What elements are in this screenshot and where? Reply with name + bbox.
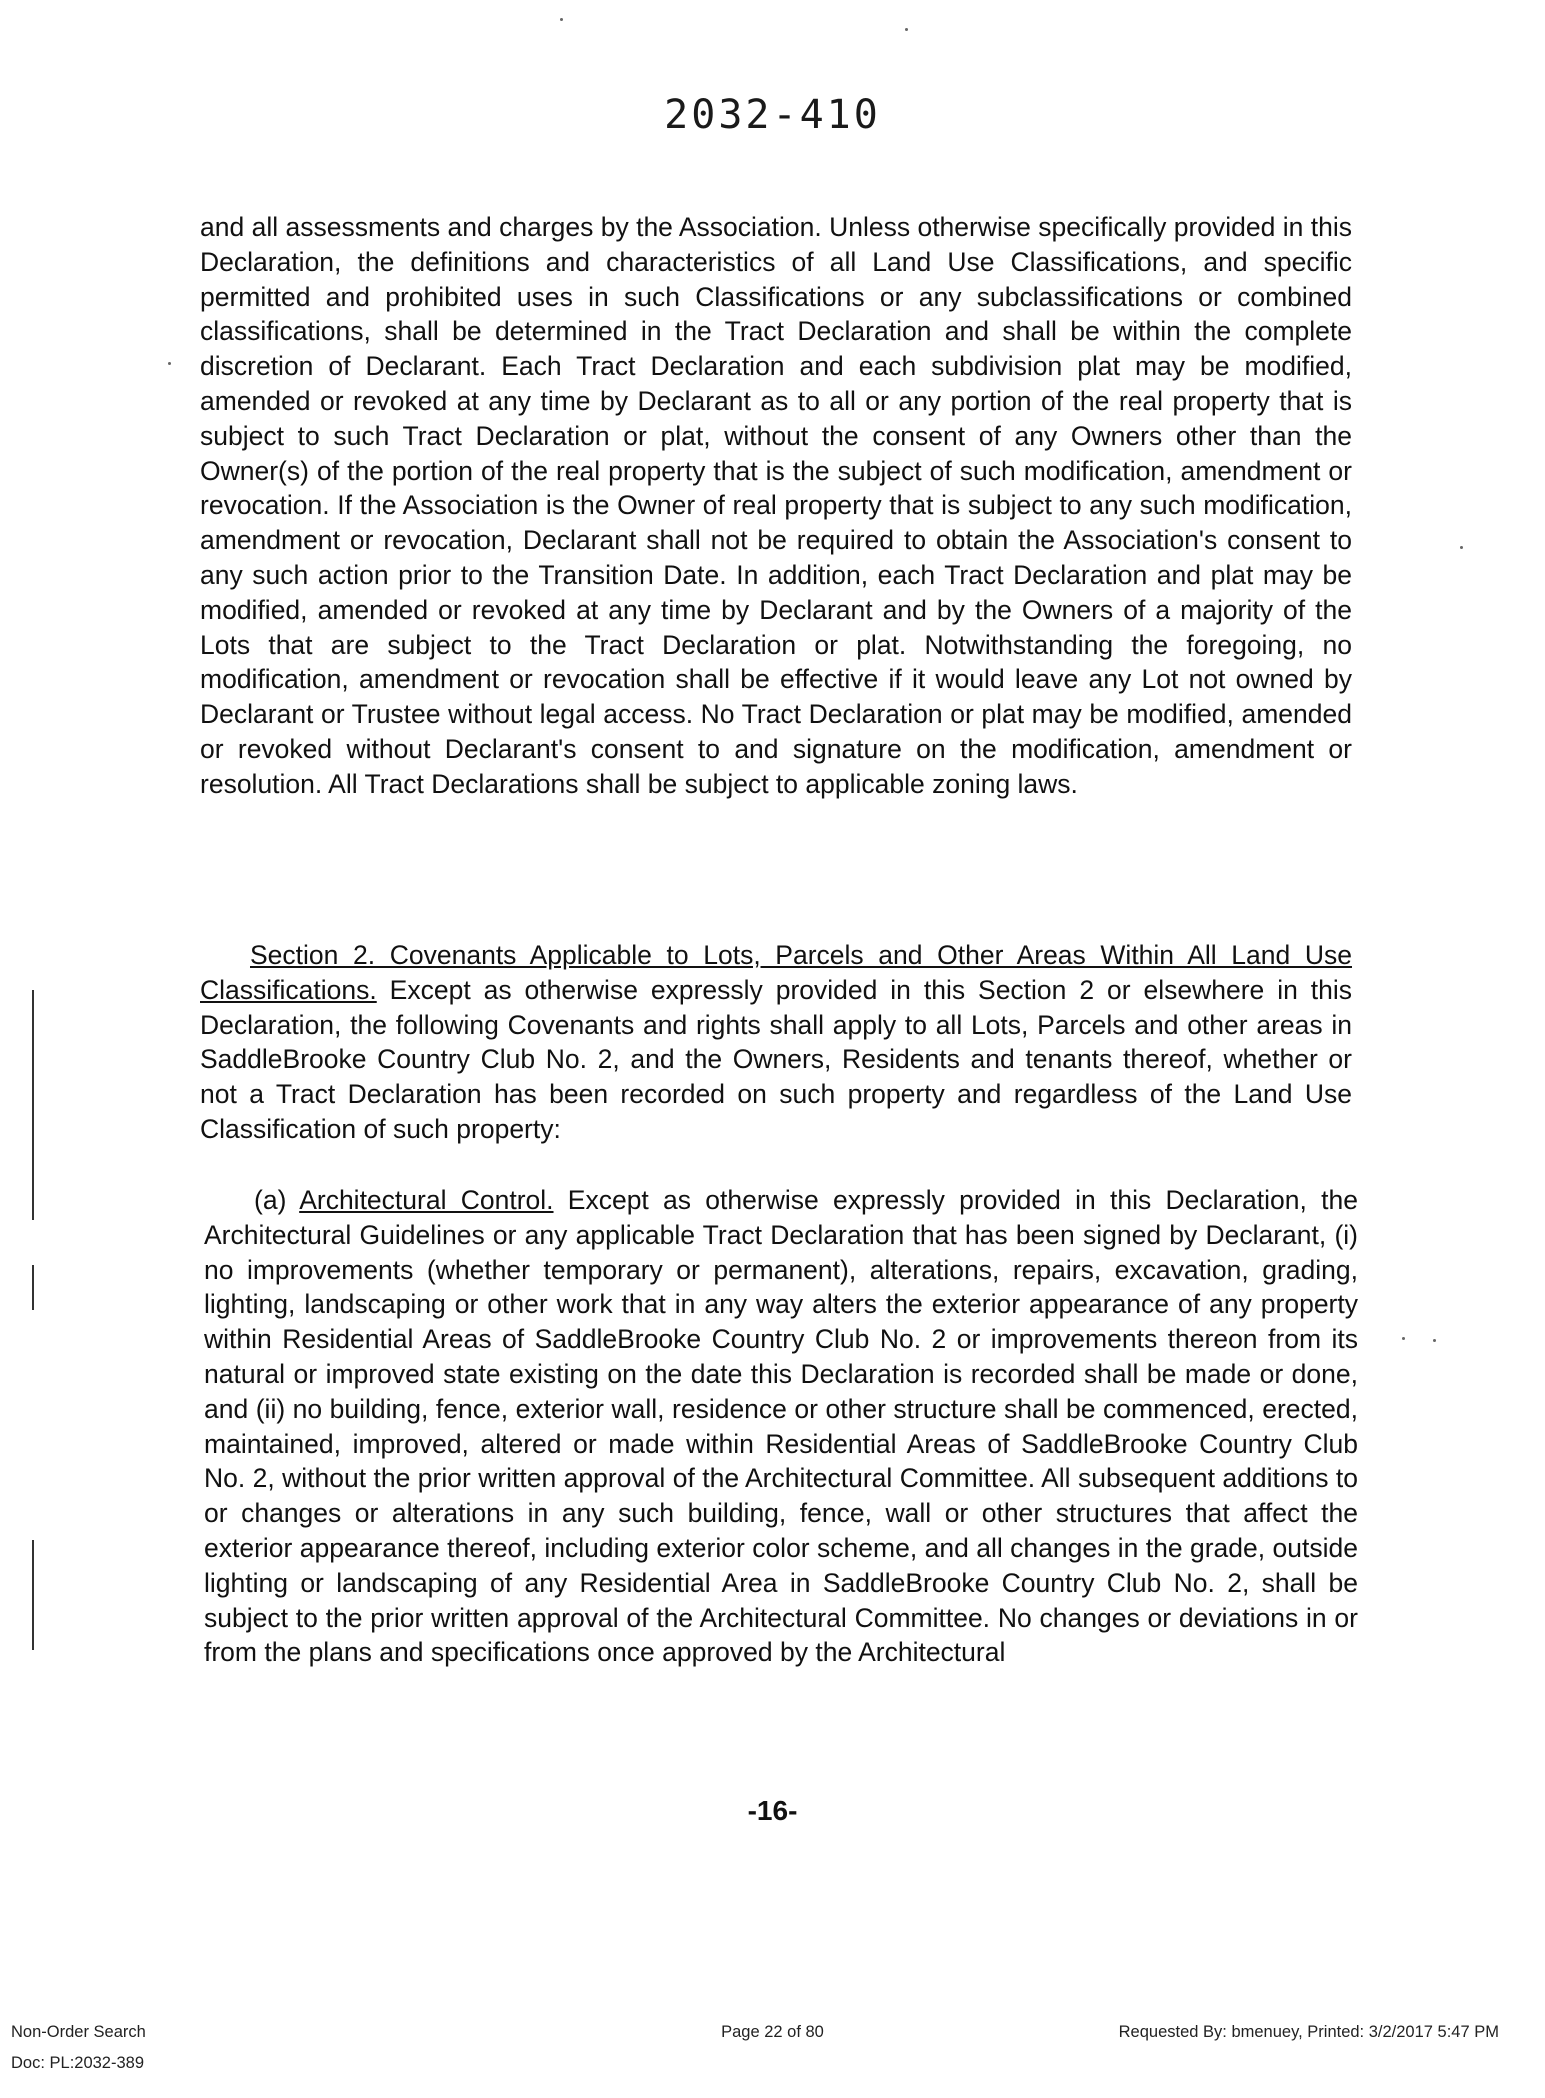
scan-speck [905, 28, 908, 31]
footer-page-count: Page 22 of 80 [721, 2023, 824, 2041]
subsection-label: (a) [254, 1185, 300, 1215]
page-number: -16- [747, 1795, 798, 1826]
scan-margin-line [32, 1265, 34, 1310]
document-number: 2032-410 [664, 92, 881, 138]
architectural-control-heading: Architectural Control. [299, 1185, 554, 1215]
paragraph-section-2 [200, 938, 1352, 1147]
scan-speck [168, 362, 171, 365]
section-2-body: Except as otherwise expressly provided in this Section 2 or elsewhere in this Declaration, the following Covenants and rights shall apply to all Lots, Parcels and other areas in SaddleBrooke Country Club No. 2, and the Owners, Residents and tenants thereof, whether or not a Tract Declaration has been recorded on such property and regardless of the Land Use Classification of such property: [200, 974, 1352, 1144]
scan-speck [1460, 546, 1463, 549]
scan-margin-line [32, 1540, 34, 1650]
scan-speck [1402, 1337, 1405, 1340]
section-2-heading: Section 2. Covenants Applicable to Lots, Parcels and Other Areas Within All Land Use Classifications. [200, 940, 1352, 1005]
paragraph-tract-declarations: and all assessments and charges by the Association. Unless otherwise specifically provided in this Declaration, the definitions and characteristics of all Land Use Classifications, and specific permitted and prohibited uses in such Classifications or any subclassifications or combined classifications, shall be determined in the Tract Declaration and shall be within the complete discretion of Declarant. Each Tract Declaration and each subdivision plat may be modified, amended or revoked at any time by Declarant as to all or any portion of the real property that is subject to such Tract Declaration or plat, without the consent of any Owners other than the Owner(s) of the portion of the real property that is the subject of such modification, amendment or revocation. If the Association is the Owner of real property that is subject to any such modification, amendment or revocation, Declarant shall not be required to obtain the Association's consent to any such action prior to the Transition Date. In addition, each Tract Declaration and plat may be modified, amended or revoked at any time by Declarant and by the Owners of a majority of the Lots that are subject to the Tract Declaration or plat. Notwithstanding the foregoing, no modification, amendment or revocation shall be effective if it would leave any Lot not owned by Declarant or Trustee without legal access. No Tract Declaration or plat may be modified, amended or revoked without Declarant's consent to and signature on the modification, amendment or resolution. All Tract Declarations shall be subject to applicable zoning laws. [200, 212, 1352, 799]
footer-search-type: Non-Order Search [11, 2023, 146, 2041]
scan-speck [1433, 1339, 1436, 1342]
architectural-control-body: Except as otherwise expressly provided in this Declaration, the Architectural Guidelines or any applicable Tract Declaration that has been signed by Declarant, (i) no improvements (whether temporary or permanent), alterations, repairs, excavation, grading, lighting, landscaping or other work that in any way alters the exterior appearance of any property within Residential Areas of SaddleBrooke Country Club No. 2 or improvements thereon from its natural or improved state existing on the date this Declaration is recorded shall be made or done, and (ii) no building, fence, exterior wall, residence or other structure shall be commenced, erected, maintained, improved, altered or made within Residential Areas of SaddleBrooke Country Club No. 2, without the prior written approval of the Architectural Committee. All subsequent additions to or changes or alterations in any such building, fence, wall or other structures that affect the exterior appearance thereof, including exterior color scheme, and all changes in the grade, outside lighting or landscaping of any Residential Area in SaddleBrooke Country Club No. 2, shall be subject to the prior written approval of the Architectural Committee. No changes or deviations in or from the plans and specifications once approved by the Architectural [204, 1185, 1358, 1668]
footer-requested-by: Requested By: bmenuey, Printed: 3/2/2017 5:47 PM [1118, 2023, 1499, 2041]
scan-margin-line [32, 990, 34, 1220]
scan-speck [560, 18, 563, 21]
paragraph-architectural-control [204, 1183, 1358, 1670]
footer-doc-id: Doc: PL:2032-389 [11, 2054, 145, 2072]
